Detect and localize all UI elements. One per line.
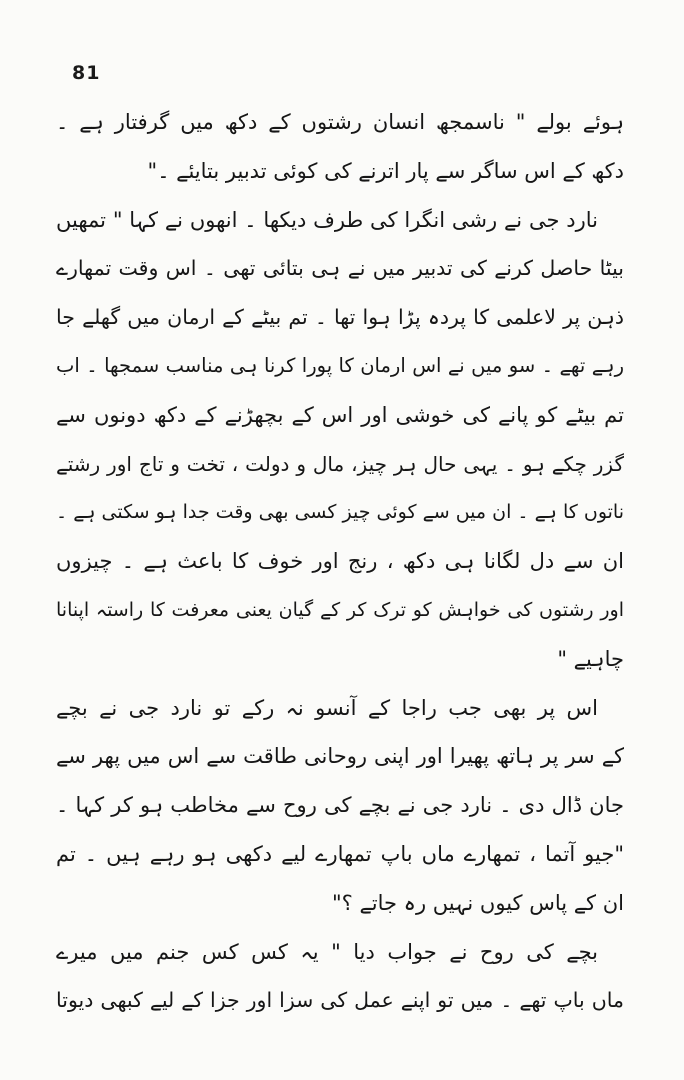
text-line: گزر چکے ہو ۔ یہی حال ہر چیز، مال و دولت ، تخت و تاج اور رشتے	[56, 451, 624, 476]
text-line: ان کے پاس کیوں نہیں رہ جاتے ؟"	[331, 890, 624, 915]
text-line: رہے تھے ۔ سو میں نے اس ارمان کا پورا کرنا ہی مناسب سمجھا ۔ اب	[56, 353, 624, 377]
text-line: دکھ کے اس ساگر سے پار اترنے کی کوئی تدبیر بتایئے ۔"	[147, 158, 624, 183]
text-line: بیٹا حاصل کرنے کی تدبیر میں نے ہی بتائی تھی ۔ اس وقت تمھارے	[56, 256, 624, 281]
text-line: جان ڈال دی ۔ نارد جی نے بچے کی روح سے مخاطب ہو کر کہا ۔	[56, 793, 624, 818]
text-line: اس پر بھی جب راجا کے آنسو نہ رکے تو نارد جی نے بچے	[56, 695, 598, 720]
text-line: ہوئے بولے " ناسمجھ انسان رشتوں کے دکھ میں گرفتار ہے ۔	[56, 110, 624, 134]
text-line: اور رشتوں کی خواہش کو ترک کر کے گیان یعنی معرفت کا راستہ اپنانا	[56, 598, 624, 621]
text-line: بچے کی روح نے جواب دیا " یہ کس کس جنم میں میرے	[56, 939, 598, 964]
text-line: ذہن پر لاعلمی کا پردہ پڑا ہوا تھا ۔ تم بیٹے کے ارمان میں گھلے جا	[56, 305, 624, 330]
text-line: نارد جی نے رشی انگرا کی طرف دیکھا ۔ انھوں نے کہا " تمھیں	[56, 207, 598, 232]
text-line: ان سے دل لگانا ہی دکھ ، رنج اور خوف کا باعث ہے ۔ چیزوں	[56, 549, 624, 574]
text-line: ماں باپ تھے ۔ میں تو اپنے عمل کی سزا اور جزا کے لیے کبھی دیوتا	[56, 988, 624, 1013]
text-line: ناتوں کا ہے ۔ ان میں سے کوئی چیز کسی بھی وقت جدا ہو سکتی ہے ۔	[56, 501, 624, 524]
page-number: 81	[72, 62, 101, 84]
text-line: تم بیٹے کو پانے کی خوشی اور اس کے بچھڑنے کے دکھ دونوں سے	[56, 402, 624, 427]
text-line: کے سر پر ہاتھ پھیرا اور اپنی روحانی طاقت سے اس میں پھر سے	[56, 744, 624, 769]
text-line: چاہیے "	[557, 646, 624, 671]
page-body-text	[56, 98, 624, 1025]
text-line: "جیو آتما ، تمھارے ماں باپ تمھارے لیے دکھی ہو رہے ہیں ۔ تم	[56, 841, 624, 866]
